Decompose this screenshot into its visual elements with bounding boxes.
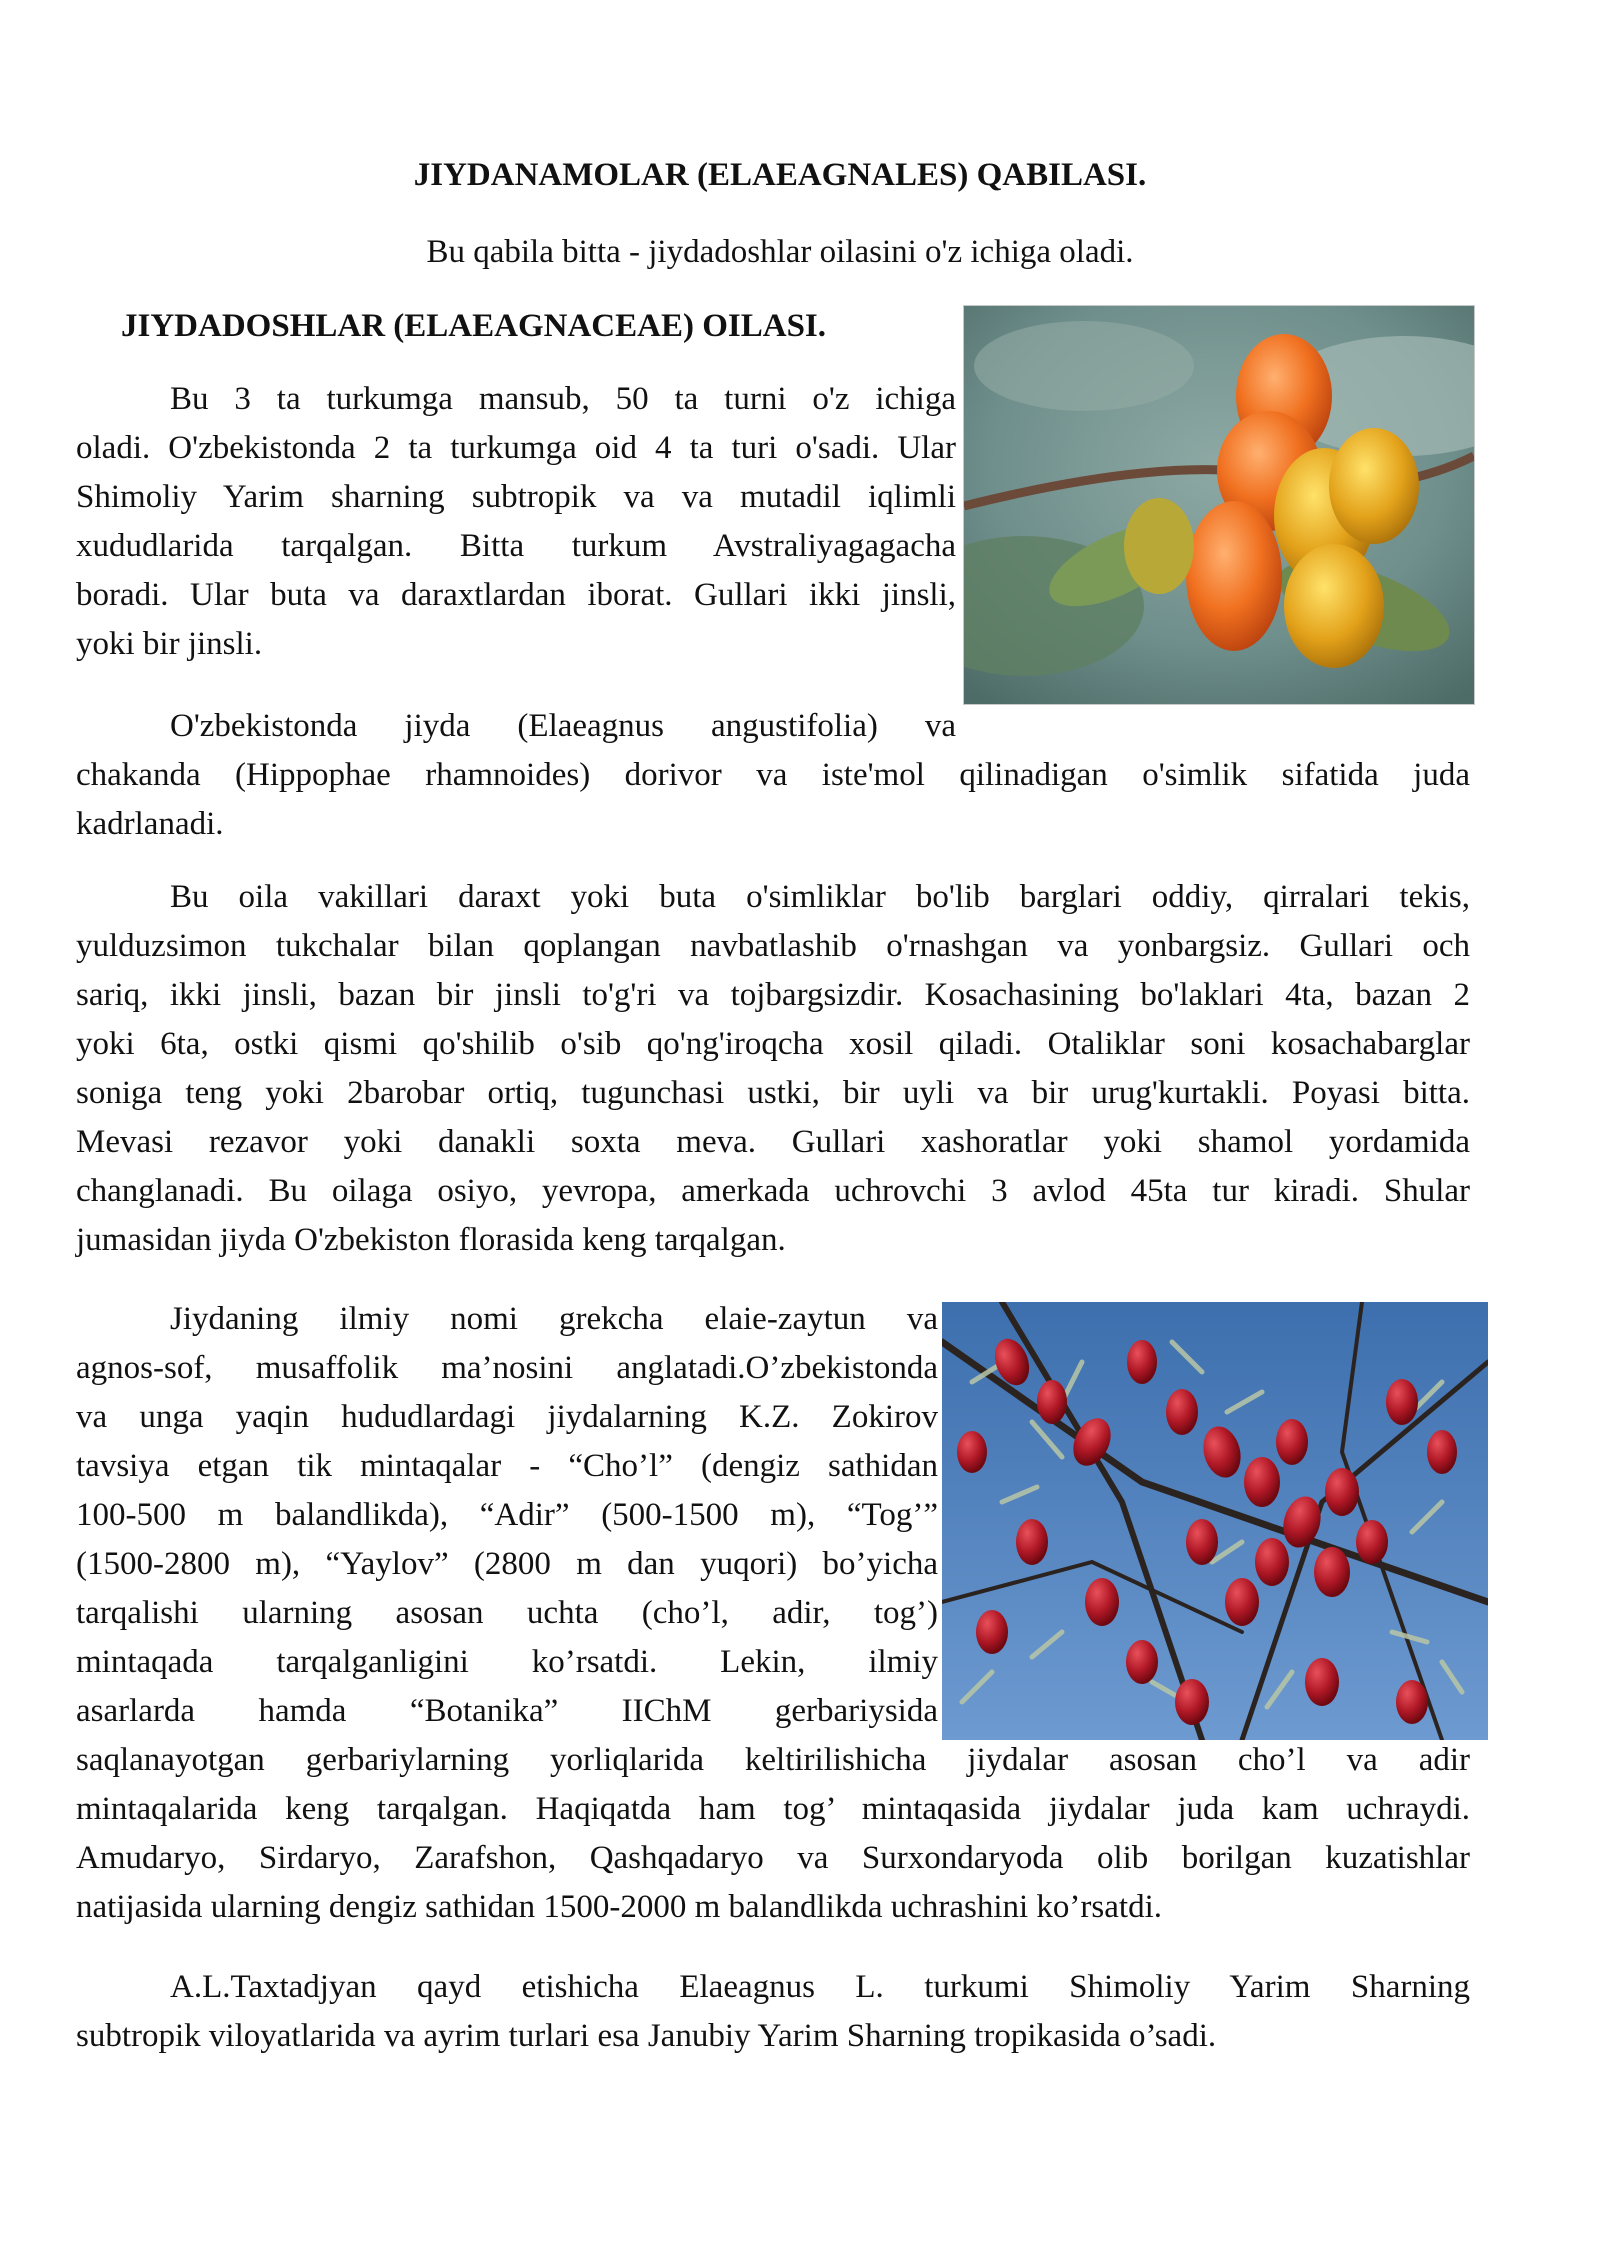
order-subheading: Bu qabila bitta - jiydadoshlar oilasini o'z ichiga oladi. xyxy=(426,234,1134,270)
paragraph-1: Bu 3 ta turkumga mansub, 50 ta turni o'z ichiga oladi. O'zbekistonda 2 ta turkumga oid 4 ta turi o'sadi. Ular Shimoliy Yarim sharning subtropik va va mutadil iqlimli xududlarida tarqalgan. Bitta turkum Avstraliyagagacha boradi. Ular buta va daraxtlardan iborat. Gullari ikki jinsli, yoki bir jinsli. xyxy=(76,381,956,662)
order-heading: JIYDANAMOLAR (ELAEAGNALES) QABILASI. xyxy=(413,157,1147,193)
oleaster-berries-photo xyxy=(963,305,1475,705)
paragraph-2: O'zbekistonda jiyda (Elaeagnus angustifolia) va chakanda (Hippophae rhamnoides) dorivor va iste'mol qilinadigan o'simlik sifatida juda kadrlanadi. xyxy=(76,708,1470,842)
paragraph-5: A.L.Taxtadjyan qayd etishicha Elaeagnus L. turkumi Shimoliy Yarim Sharning subtropik viloyatlarida va ayrim turlari esa Janubiy Yarim Sharning tropikasida o’sadi. xyxy=(76,1969,1470,2054)
family-heading: JIYDADOSHLAR (ELAEAGNACEAE) OILASI. xyxy=(121,308,827,344)
paragraph-4: Jiydaning ilmiy nomi grekcha elaie-zaytun va agnos-sof, musaffolik ma’nosini anglatadi.O’zbekistonda va unga yaqin hududlardagi jiydalarning K.Z. Zokirov tavsiya etgan tik mintaqalar - “Cho’l” (dengiz sathidan 100-500 m balandlikda), “Adir” (500-1500 m), “Tog’” (1500-2800 m), “Yaylov” (2800 m dan yuqori) bo’yicha tarqalishi ularning asosan uchta (cho’l, adir, tog’) mintaqada tarqalganligini ko’rsatdi. Lekin, ilmiy asarlarda hamda “Botanika” IIChM gerbariysida saqlanayotgan gerbariylarning yorliqlarida keltirilishicha jiydalar asosan cho’l va adir mintaqalarida keng tarqalgan. Haqiqatda ham tog’ mintaqasida jiydalar juda kam uchraydi. Amudaryo, Sirdaryo, Zarafshon, Qashqadaryo va Surxondaryoda olib borilgan kuzatishlar natijasida ularning dengiz sathidan 1500-2000 m balandlikda uchrashini ko’rsatdi. xyxy=(76,1301,1470,1925)
paragraph-3: Bu oila vakillari daraxt yoki buta o'simliklar bo'lib barglari oddiy, qirralari tekis, yulduzsimon tukchalar bilan qoplangan navbatlashib o'rnashgan va yonbargsiz. Gullari och sariq, ikki jinsli, bazan bir jinsli to'g'ri va tojbargsizdir. Kosachasining bo'laklari 4ta, bazan 2 yoki 6ta, ostki qismi qo'shilib o'sib qo'ng'iroqcha xosil qiladi. Otaliklar soni kosachabarglar soniga teng yoki 2barobar ortiq, tugunchasi ustki, bir uyli va bir urug'kurtakli. Poyasi bitta. Mevasi rezavor yoki danakli soxta meva. Gullari xashoratlar yoki shamol yordamida changlanadi. Bu oilaga osiyo, yevropa, amerkada uchrovchi 3 avlod 45ta tur kiradi. Shular jumasidan jiyda O'zbekiston florasida keng tarqalgan. xyxy=(76,879,1470,1258)
